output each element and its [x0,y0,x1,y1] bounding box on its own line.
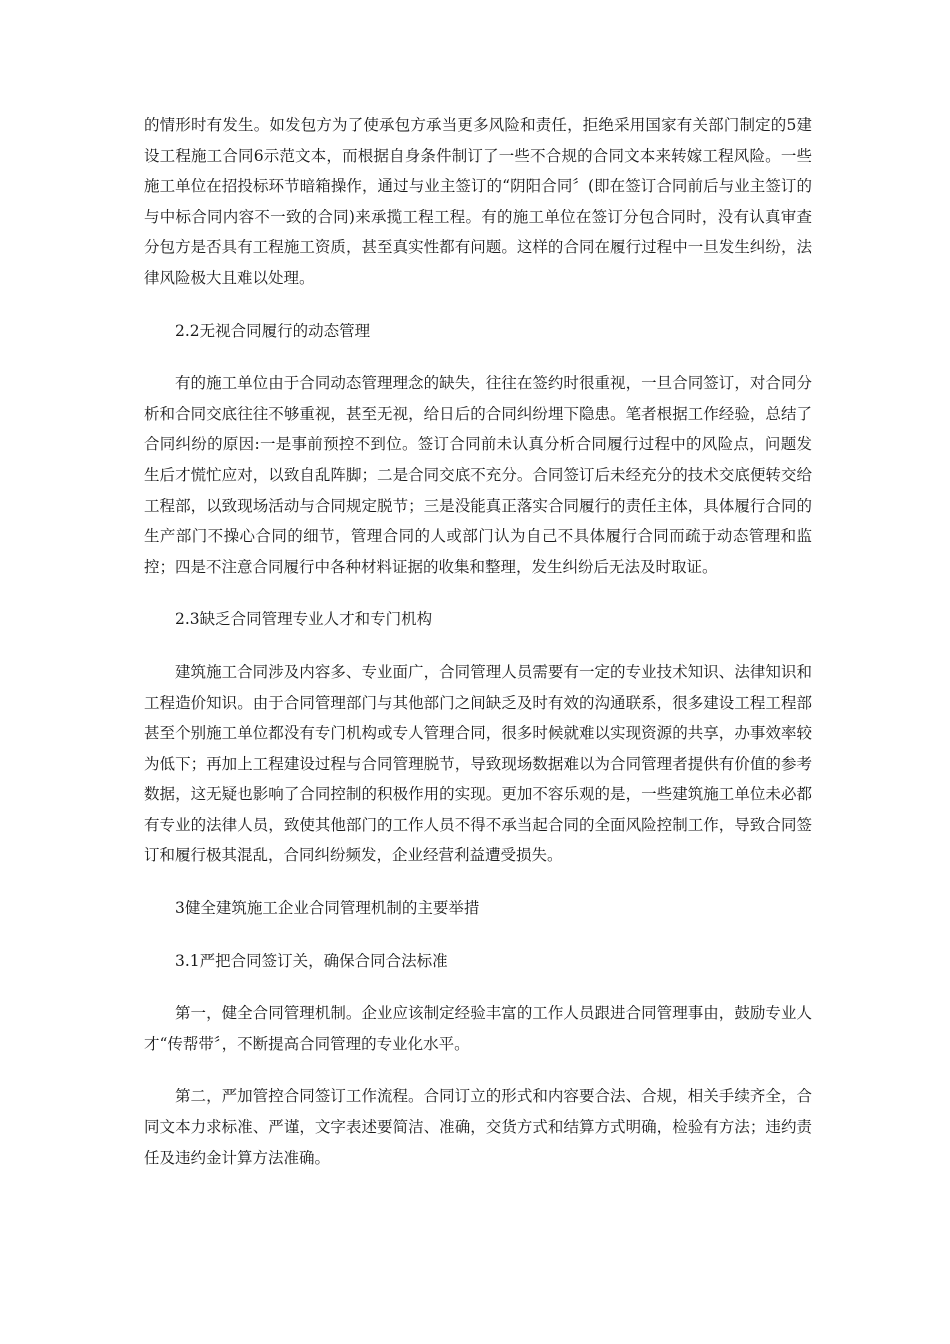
section-heading-2-2: 2.2无视合同履行的动态管理 [175,321,371,340]
paragraph-first-measure: 第一，健全合同管理机制。企业应该制定经验丰富的工作人员跟进合同管理事由，鼓励专业人才“传帮带〞，不断提高合同管理的专业化水平。 [144,1004,812,1053]
paragraph-second-measure: 第二，严加管控合同签订工作流程。合同订立的形式和内容要合法、合规，相关手续齐全，合同文本力求标准、严谨，文字表述要简洁、准确，交货方式和结算方式明确，检验有方法；违约责任及违约金计算方法准确。 [144,1087,812,1167]
section-heading-3-1: 3.1严把合同签订关，确保合同合法标准 [175,951,448,970]
section-heading-2-3: 2.3缺乏合同管理专业人才和专门机构 [175,610,433,629]
paragraph-lack-of-talent: 建筑施工合同涉及内容多、专业面广，合同管理人员需要有一定的专业技术知识、法律知识和工程造价知识。由于合同管理部门与其他部门之间缺乏及时有效的沟通联系，很多建设工程工程部甚至个别施工单位都没有专门机构或专人管理合同，很多时候就难以实现资源的共享，办事效率较为低下；再加上工程建设过程与合同管理脱节，导致现场数据难以为合同管理者提供有价值的参考数据，这无疑也影响了合同控制的积极作用的实现。更加不容乐观的是，一些建筑施工单位未必都有专业的法律人员，致使其他部门的工作人员不得不承当起合同的全面风险控制工作，导致合同签订和履行极其混乱，合同纠纷频发，企业经营利益遭受损失。 [144,662,812,865]
paragraph-continued-risk: 的情形时有发生。如发包方为了使承包方承当更多风险和责任，拒绝采用国家有关部门制定的5建设工程施工合同6示范文本，而根据自身条件制订了一些不合规的合同文本来转嫁工程风险。一些施工单位在招投标环节暗箱操作，通过与业主签订的“阴阳合同〞(即在签订合同前后与业主签订的与中标合同内容不一致的合同)来承揽工程工程。有的施工单位在签订分包合同时，没有认真审查分包方是否具有工程施工资质，甚至真实性都有问题。这样的合同在履行过程中一旦发生纠纷，法律风险极大且难以处理。 [144,116,812,287]
document-body [144,110,812,1195]
paragraph-dynamic-management: 有的施工单位由于合同动态管理理念的缺失，往往在签约时很重视，一旦合同签订，对合同分析和合同交底往往不够重视，甚至无视，给日后的合同纠纷埋下隐患。笔者根据工作经验，总结了合同纠纷的原因:一是事前预控不到位。签订合同前未认真分析合同履行过程中的风险点，问题发生后才慌忙应对，以致自乱阵脚；二是合同交底不充分。合同签订后未经充分的技术交底便转交给工程部，以致现场活动与合同规定脱节；三是没能真正落实合同履行的责任主体，具体履行合同的生产部门不操心合同的细节，管理合同的人或部门认为自己不具体履行合同而疏于动态管理和监控；四是不注意合同履行中各种材料证据的收集和整理，发生纠纷后无法及时取证。 [144,374,812,576]
section-heading-3: 3健全建筑施工企业合同管理机制的主要举措 [175,899,480,918]
